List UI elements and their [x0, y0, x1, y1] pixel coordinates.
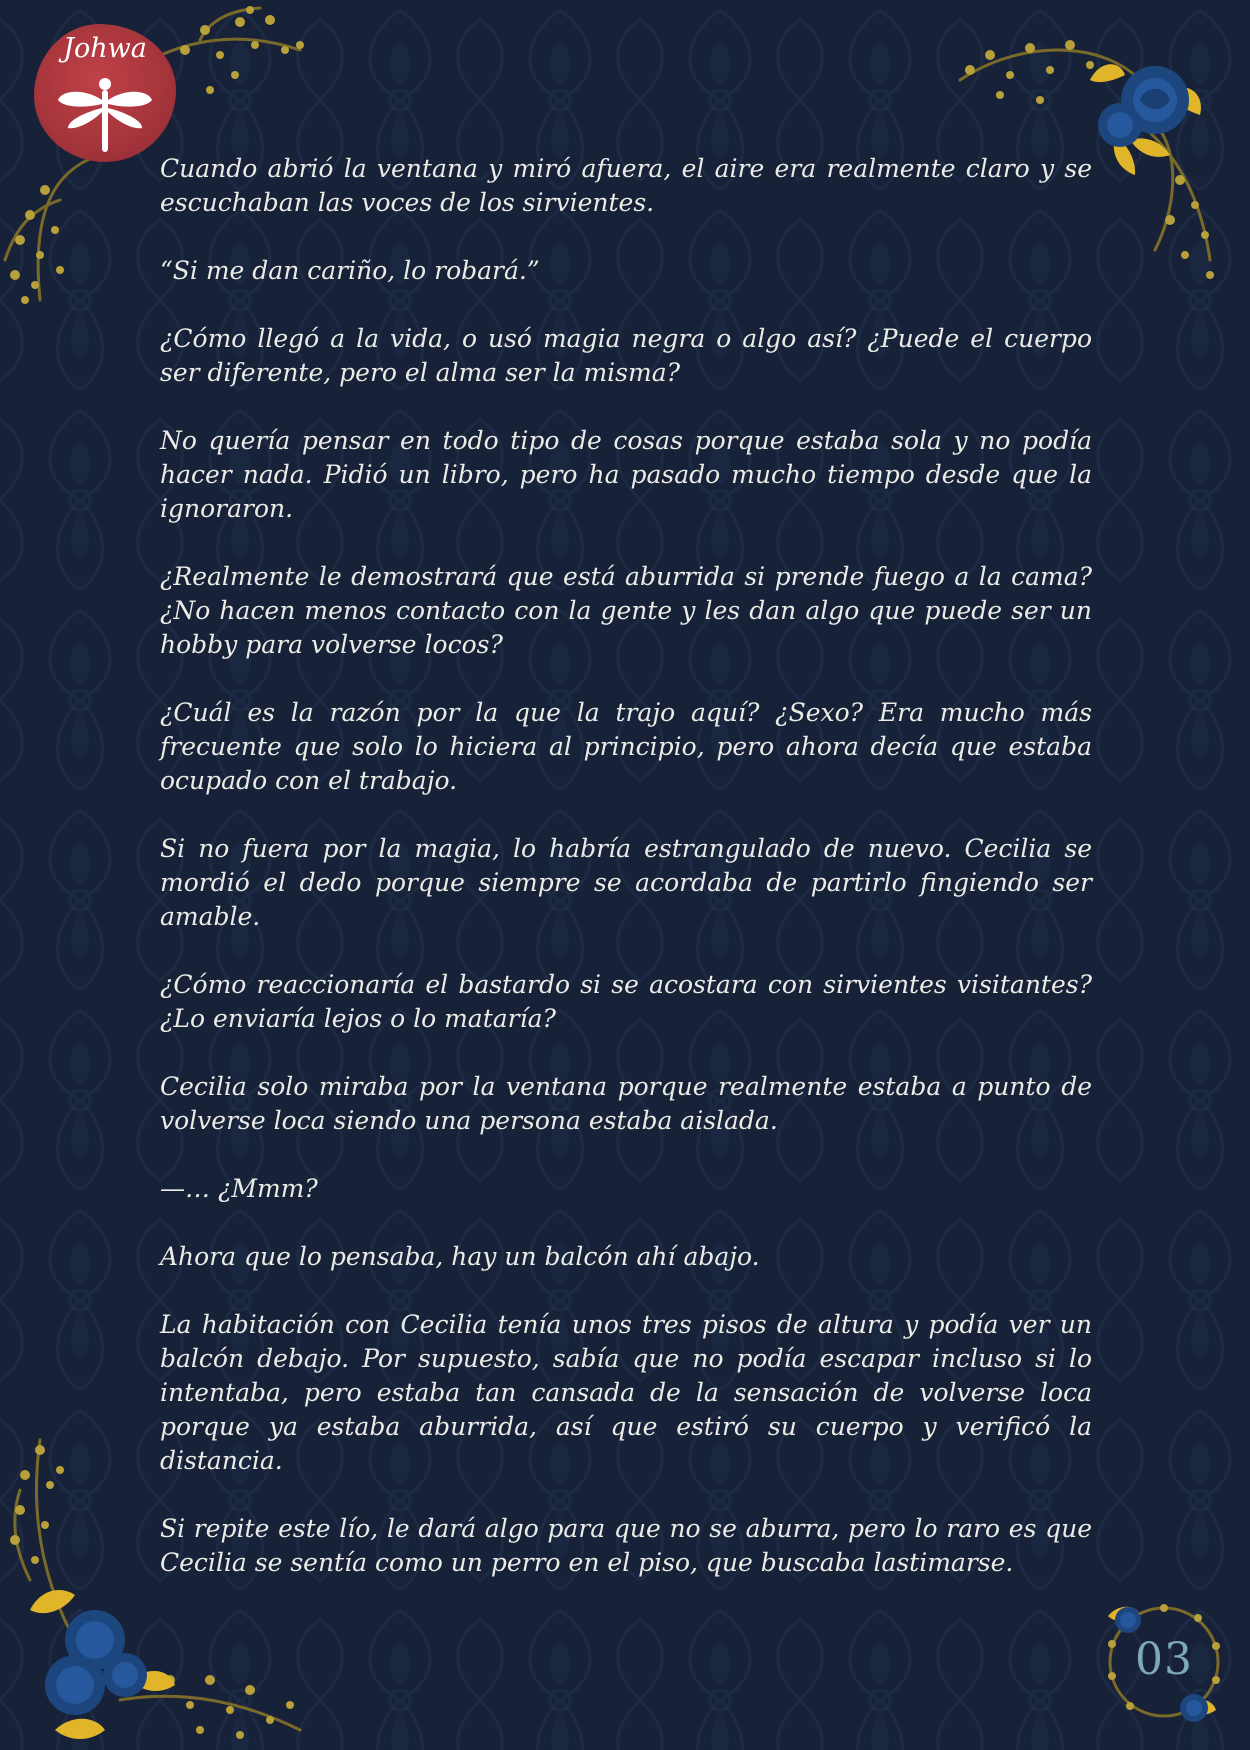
paragraph: Cecilia solo miraba por la ventana porque realmente estaba a punto de volverse loca siendo una persona estaba aislada. — [160, 1072, 1092, 1135]
paragraph: Si no fuera por la magia, lo habría estrangulado de nuevo. Cecilia se mordió el dedo porque siempre se acordaba de partirlo fingiendo ser amable. — [160, 834, 1092, 931]
logo-text: Johwa — [63, 33, 147, 64]
paragraph: ¿Cómo reaccionaría el bastardo si se acostara con sirvientes visitantes? ¿Lo enviaría lejos o lo mataría? — [160, 970, 1092, 1033]
dragonfly-icon — [54, 70, 156, 158]
paragraph: ¿Cuál es la razón por la que la trajo aquí? ¿Sexo? Era mucho más frecuente que solo lo hiciera al principio, pero ahora decía que estaba ocupado con el trabajo. — [160, 698, 1092, 795]
paragraph: ¿Realmente le demostrará que está aburrida si prende fuego a la cama? ¿No hacen menos contacto con la gente y les dan algo que puede ser un hobby para volverse locos? — [160, 562, 1092, 659]
paragraph: No quería pensar en todo tipo de cosas porque estaba sola y no podía hacer nada. Pidió un libro, pero ha pasado mucho tiempo desde que la ignoraron. — [160, 426, 1092, 523]
paragraph: —… ¿Mmm? — [160, 1174, 318, 1203]
page-number: 03 — [1135, 1634, 1193, 1685]
johwa-logo — [34, 24, 176, 162]
paragraph: Si repite este lío, le dará algo para que no se aburra, pero lo raro es que Cecilia se sentía como un perro en el piso, que buscaba lastimarse. — [160, 1514, 1092, 1577]
paragraph: ¿Cómo llegó a la vida, o usó magia negra o algo así? ¿Puede el cuerpo ser diferente, pero el alma ser la misma? — [160, 324, 1092, 387]
paragraph: “Si me dan cariño, lo robará.” — [160, 256, 540, 285]
paragraph: La habitación con Cecilia tenía unos tres pisos de altura y podía ver un balcón debajo. Por supuesto, sabía que no podía escapar incluso si lo intentaba, pero estaba tan cansada de la sensación de volverse loca porque ya estaba aburrida, así que estiró su cuerpo y verificó la distancia. — [160, 1310, 1092, 1475]
paragraph: Ahora que lo pensaba, hay un balcón ahí abajo. — [160, 1242, 760, 1271]
story-text — [160, 152, 1092, 1614]
paragraph: Cuando abrió la ventana y miró afuera, el aire era realmente claro y se escuchaban las voces de los sirvientes. — [160, 154, 1092, 217]
